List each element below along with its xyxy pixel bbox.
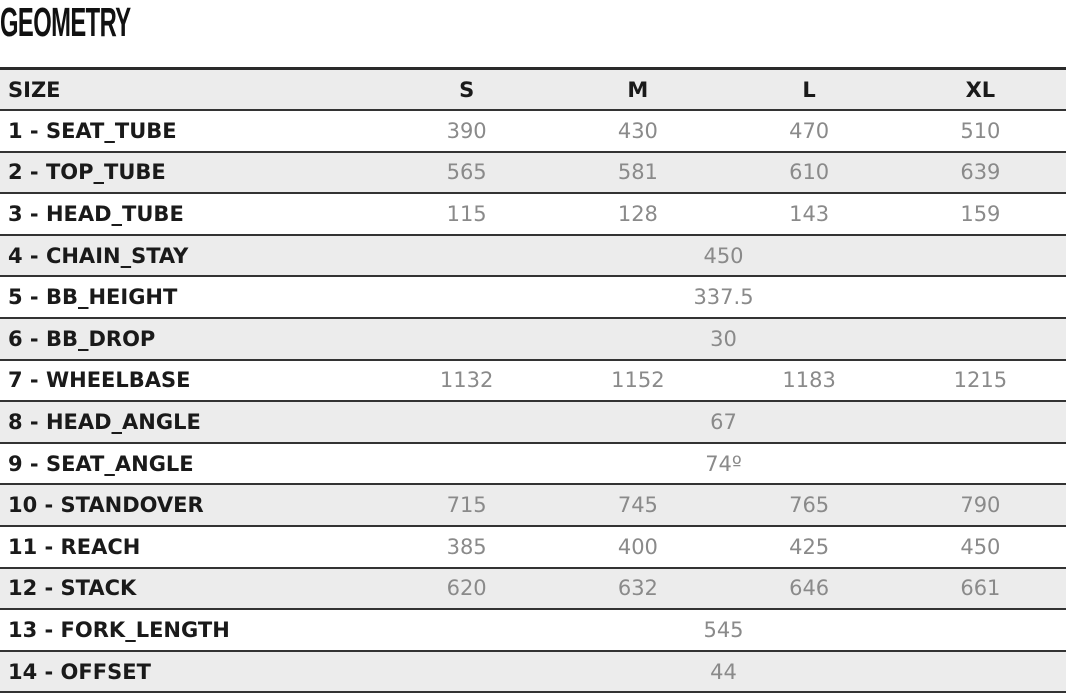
cell-value: 400	[552, 526, 723, 568]
cell-value: 581	[552, 152, 723, 194]
cell-value: 1183	[724, 360, 895, 402]
table-row	[0, 110, 1066, 152]
table-row	[0, 484, 1066, 526]
size-header-l: L	[724, 69, 895, 111]
row-label: 5 - BB_HEIGHT	[0, 276, 381, 318]
cell-value: 620	[381, 568, 552, 610]
row-label: 7 - WHEELBASE	[0, 360, 381, 402]
cell-value: 565	[381, 152, 552, 194]
cell-value: 1132	[381, 360, 552, 402]
row-label: 10 - STANDOVER	[0, 484, 381, 526]
table-row	[0, 443, 1066, 485]
table-row	[0, 193, 1066, 235]
cell-value: 745	[552, 484, 723, 526]
table-row	[0, 651, 1066, 693]
table-row	[0, 609, 1066, 651]
row-label: 4 - CHAIN_STAY	[0, 235, 381, 277]
cell-value: 143	[724, 193, 895, 235]
row-label: 13 - FORK_LENGTH	[0, 609, 381, 651]
row-label: 6 - BB_DROP	[0, 318, 381, 360]
row-label: 9 - SEAT_ANGLE	[0, 443, 381, 485]
cell-value-shared: 74º	[381, 443, 1066, 485]
cell-value: 632	[552, 568, 723, 610]
cell-value: 1152	[552, 360, 723, 402]
cell-value: 510	[895, 110, 1066, 152]
cell-value: 765	[724, 484, 895, 526]
table-row	[0, 276, 1066, 318]
table-row	[0, 526, 1066, 568]
size-header-label: SIZE	[0, 69, 381, 111]
table-row	[0, 318, 1066, 360]
header-row	[0, 69, 1066, 111]
cell-value: 715	[381, 484, 552, 526]
size-header-m: M	[552, 69, 723, 111]
cell-value: 390	[381, 110, 552, 152]
row-label: 12 - STACK	[0, 568, 381, 610]
geometry-table	[0, 67, 1066, 693]
cell-value-shared: 44	[381, 651, 1066, 693]
cell-value-shared: 545	[381, 609, 1066, 651]
cell-value: 115	[381, 193, 552, 235]
cell-value: 430	[552, 110, 723, 152]
table-row	[0, 401, 1066, 443]
table-row	[0, 360, 1066, 402]
row-label: 1 - SEAT_TUBE	[0, 110, 381, 152]
size-header-s: S	[381, 69, 552, 111]
cell-value: 639	[895, 152, 1066, 194]
row-label: 14 - OFFSET	[0, 651, 381, 693]
table-row	[0, 235, 1066, 277]
cell-value-shared: 30	[381, 318, 1066, 360]
cell-value: 470	[724, 110, 895, 152]
cell-value: 159	[895, 193, 1066, 235]
size-header-xl: XL	[895, 69, 1066, 111]
cell-value: 646	[724, 568, 895, 610]
cell-value: 610	[724, 152, 895, 194]
page-title: GEOMETRY	[0, 0, 131, 45]
row-label: 8 - HEAD_ANGLE	[0, 401, 381, 443]
table-row	[0, 152, 1066, 194]
cell-value-shared: 450	[381, 235, 1066, 277]
cell-value-shared: 337.5	[381, 276, 1066, 318]
table-row	[0, 568, 1066, 610]
row-label: 11 - REACH	[0, 526, 381, 568]
cell-value: 1215	[895, 360, 1066, 402]
row-label: 3 - HEAD_TUBE	[0, 193, 381, 235]
row-label: 2 - TOP_TUBE	[0, 152, 381, 194]
cell-value: 661	[895, 568, 1066, 610]
cell-value: 450	[895, 526, 1066, 568]
cell-value: 425	[724, 526, 895, 568]
cell-value: 128	[552, 193, 723, 235]
cell-value: 790	[895, 484, 1066, 526]
cell-value-shared: 67	[381, 401, 1066, 443]
cell-value: 385	[381, 526, 552, 568]
